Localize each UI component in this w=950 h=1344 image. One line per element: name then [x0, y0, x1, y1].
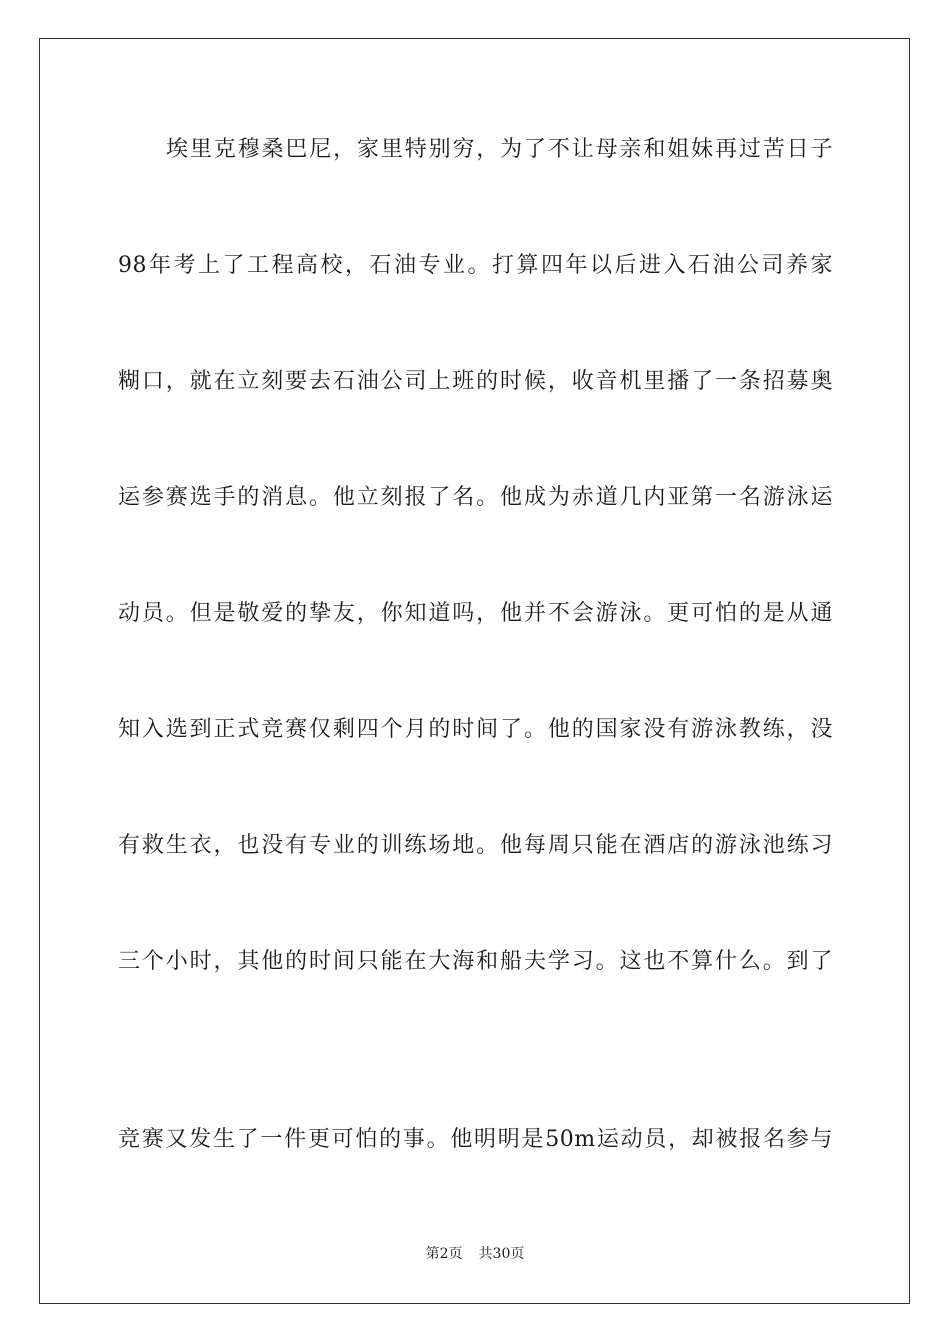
- text-line: 三个小时，其他的时间只能在大海和船夫学习。这也不算什么。到了: [118, 949, 833, 974]
- text-line: 动员。但是敬爱的挚友，你知道吗，他并不会游泳。更可怕的是从通: [118, 601, 833, 626]
- total-pages: 共30页: [478, 1246, 525, 1262]
- text-line: 糊口，就在立刻要去石油公司上班的时候，收音机里播了一条招募奥: [118, 369, 833, 394]
- text-line: 有救生衣，也没有专业的训练场地。他每周只能在酒店的游泳池练习: [118, 833, 833, 858]
- page-border: [39, 38, 910, 1304]
- text-line: 98年考上了工程高校，石油专业。打算四年以后进入石油公司养家: [118, 253, 833, 278]
- text-line: 埃里克穆桑巴尼，家里特别穷，为了不让母亲和姐妹再过苦日子: [166, 137, 833, 162]
- text-line: 竞赛又发生了一件更可怕的事。他明明是50m运动员，却被报名参与: [118, 1127, 833, 1152]
- text-line: 知入选到正式竞赛仅剩四个月的时间了。他的国家没有游泳教练，没: [118, 717, 833, 742]
- text-line: 运参赛选手的消息。他立刻报了名。他成为赤道几内亚第一名游泳运: [118, 485, 833, 510]
- page-footer: [0, 1244, 950, 1264]
- page-number: 第2页: [425, 1246, 463, 1262]
